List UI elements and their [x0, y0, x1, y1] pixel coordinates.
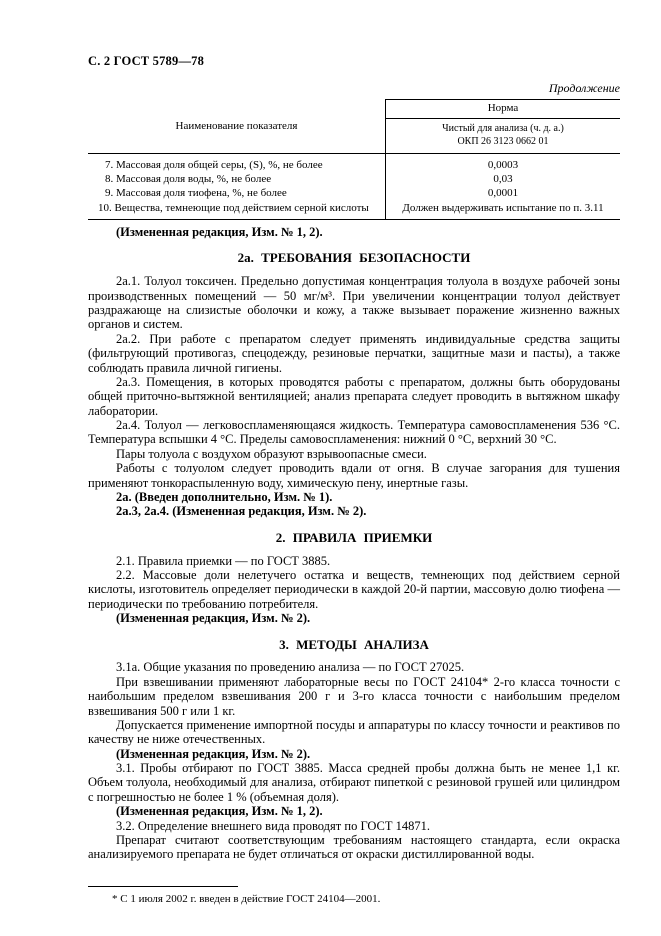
paragraph-imported-equipment: Допускается применение импортной посуды и аппаратуры по классу точности и реактивов по качеству не ниже отечественных.	[88, 717, 620, 747]
paragraph-fire-safety: Работы с толуолом следует проводить вдали от огня. В случае загорания для тушения применяют тонкораспыленную воду, химическую пену, инертные газы.	[88, 461, 620, 490]
section-heading-safety: 2а. ТРЕБОВАНИЯ БЕЗОПАСНОСТИ	[237, 250, 471, 266]
paragraph-2a4: 2а.4. Толуол — легковоспламеняющаяся жидкость. Температура самовоспламенения 536 °С. Температура вспышки 4 °С. Пределы самовоспламенения: нижний 0 °С, верхний 30 °С.	[88, 418, 620, 447]
table-subheader-grade: Чистый для анализа (ч. д. а.)	[442, 122, 564, 134]
paragraph-31a: 3.1а. Общие указания по проведению анализа — по ГОСТ 27025.	[116, 660, 465, 675]
paragraph-31: 3.1. Пробы отбирают по ГОСТ 3885. Масса средней пробы должна быть не менее 1,1 кг. Объем толуола, необходимый для анализа, отбирают пипеткой с резиновой грушей или цилиндром с погрешностью не более 1 % (объемная доля).	[88, 761, 620, 804]
footnote-text: * С 1 июля 2002 г. введен в действие ГОСТ 24104—2001.	[112, 892, 381, 905]
paragraph-appearance: Препарат считают соответствующим требованиям настоящего стандарта, если окраска анализируемого препарата не будет отличаться от окраски дистиллированной воды.	[88, 832, 620, 862]
table-header	[88, 99, 620, 154]
table-row	[88, 154, 620, 172]
table-col-header-indicator: Наименование показателя	[175, 119, 298, 132]
paragraph-32: 3.2. Определение внешнего вида проводят по ГОСТ 14871.	[116, 818, 431, 833]
indicator-name: 8. Массовая доля воды, %, не более	[105, 173, 272, 186]
indicator-name: 9. Массовая доля тиофена, %, не более	[105, 187, 287, 200]
table-subheader-okp: ОКП 26 3123 0662 01	[457, 135, 549, 147]
section-heading-methods: 3. МЕТОДЫ АНАЛИЗА	[279, 636, 429, 652]
paragraph-2a1: 2а.1. Толуол токсичен. Предельно допустимая концентрация толуола в воздухе рабочей зоны производственных помещений — 50 мг/м³. При увеличении концентрации толуол действует раздражающе на слизистые оболочки и кожу, а также вызывает поражение жизненно важных органов и систем.	[88, 274, 620, 332]
indicator-name: 7. Массовая доля общей серы, (S), %, не более	[105, 158, 323, 171]
indicator-name: 10. Вещества, темнеющие под действием серной кислоты	[98, 201, 369, 214]
table-amendment-note: (Измененная редакция, Изм. № 1, 2).	[116, 225, 323, 239]
table-row	[88, 172, 620, 186]
amendment-note-31: (Измененная редакция, Изм. № 1, 2).	[116, 804, 323, 819]
paragraph-21: 2.1. Правила приемки — по ГОСТ 3885.	[116, 553, 331, 568]
indicator-value: Должен выдерживать испытание по п. 3.11	[385, 201, 620, 219]
indicator-value: 0,0003	[385, 154, 620, 172]
amendment-note-2a3-2a4: 2а.3, 2а.4. (Измененная редакция, Изм. № 2).	[116, 504, 367, 519]
paragraph-2a3: 2а.3. Помещения, в которых проводятся работы с препаратом, должны быть оборудованы общей приточно-вытяжной вентиляцией; анализ препарата следует проводить в вытяжном шкафу лаборатории.	[88, 374, 620, 418]
footnote-divider	[88, 886, 238, 887]
continuation-label: Продолжение	[548, 81, 620, 96]
page-header: С. 2 ГОСТ 5789—78	[88, 54, 205, 68]
section-heading-acceptance: 2. ПРАВИЛА ПРИЕМКИ	[275, 529, 433, 545]
paragraph-weighing: При взвешивании применяют лабораторные весы по ГОСТ 24104* 2-го класса точности с наибольшим пределом взвешивания 200 г и 3-го класса точности с наибольшим пределом взвешивания 500 г или 1 кг.	[88, 674, 620, 718]
amendment-note-2a: 2а. (Введен дополнительно, Изм. № 1).	[116, 489, 333, 504]
table-row	[88, 186, 620, 200]
amendment-note-section2: (Измененная редакция, Изм. № 2).	[116, 611, 311, 626]
spec-table	[88, 99, 620, 220]
indicator-value: 0,0001	[385, 186, 620, 200]
table-row	[88, 201, 620, 219]
paragraph-vapors: Пары толуола с воздухом образуют взрывоопасные смеси.	[116, 446, 427, 461]
table-col-header-norm: Норма	[386, 100, 620, 119]
table-subheader	[386, 119, 620, 153]
amendment-note-31a: (Измененная редакция, Изм. № 2).	[116, 746, 311, 761]
table-col-header-norm-group	[385, 99, 620, 153]
paragraph-22: 2.2. Массовые доли нелетучего остатка и веществ, темнеющих под действием серной кислоты, изготовитель определяет периодически в каждой 20-й партии, массовую долю тиофена — периодически по требованию потребителя.	[88, 568, 620, 611]
paragraph-2a2: 2а.2. При работе с препаратом следует применять индивидуальные средства защиты (фильтрующий противогаз, спецодежду, резиновые перчатки, защитные мази и пасты), а также соблюдать правила личной гигиены.	[88, 331, 620, 375]
indicator-value: 0,03	[385, 172, 620, 186]
